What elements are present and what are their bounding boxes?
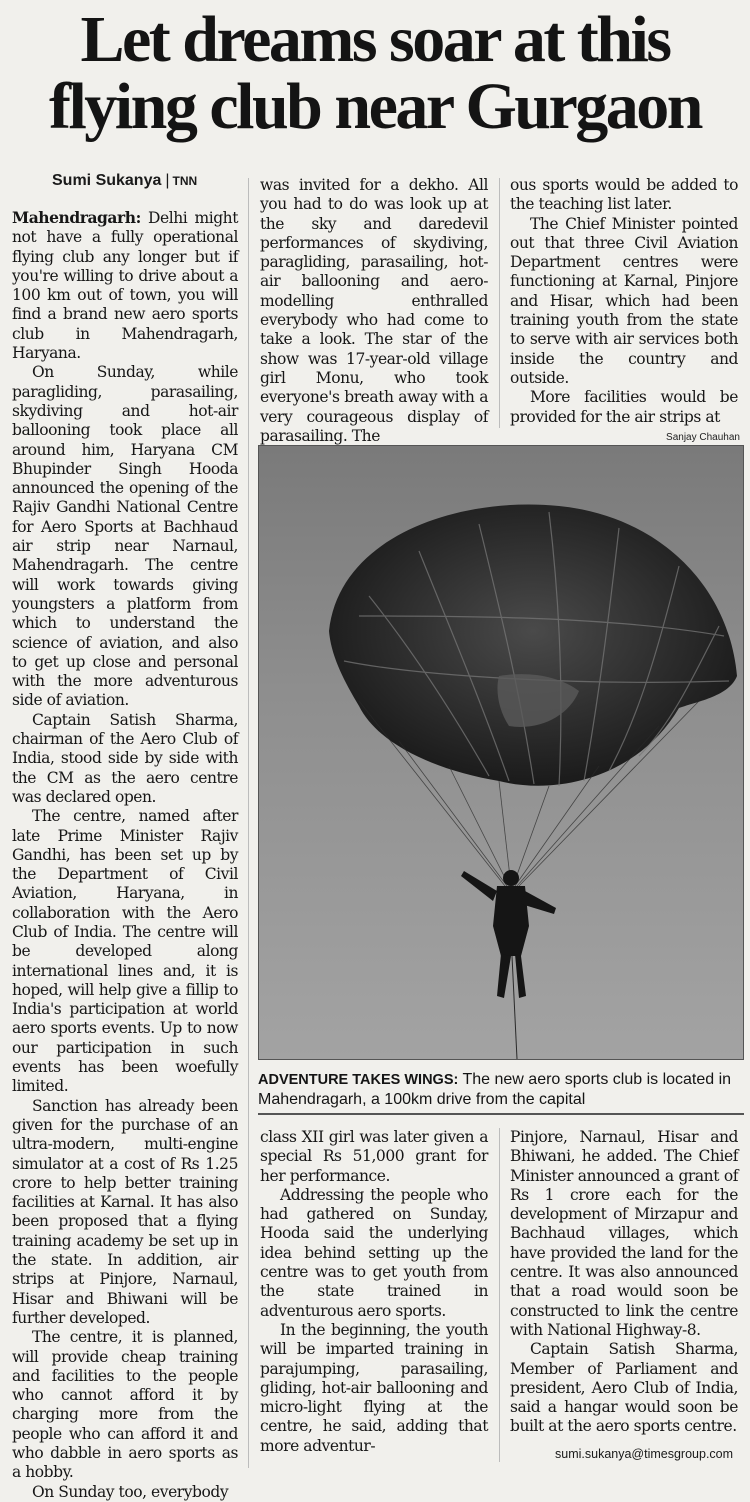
byline-agency: TNN [172, 174, 198, 188]
article-paragraph: class XII girl was later given a special Rs 51,000 grant for her performance. [260, 1128, 488, 1185]
caption-rule [258, 1113, 744, 1115]
article-column-2-bottom [260, 1128, 488, 1462]
caption-label: ADVENTURE TAKES WINGS: [258, 1072, 459, 1088]
column-rule [248, 178, 249, 1468]
article-paragraph: In the beginning, the youth will be imparted training in parajumping, parasailing, gliding, hot-air ballooning and micro-light flying at the centre, he said, adding that more adventur- [260, 1320, 488, 1455]
article-paragraph: On Sunday too, everybody [32, 1482, 229, 1501]
column-rule [499, 178, 500, 428]
photo-caption [258, 1070, 744, 1110]
parasailer-figure [461, 870, 556, 998]
article-paragraph: On Sunday, while paragliding, parasailing, skydiving and hot-air ballooning took place all around him, Haryana CM Bhupinder Singh Hooda announced the opening of the Rajiv Gandhi National Centre for Aero Sports at Bachhaud air strip near Narnaul, Mahendragarh. The centre will work towards giving youngsters a platform from which to understand the science of aviation, and also to get up close and personal with the more adventurous side of aviation. [12, 363, 238, 710]
byline [52, 172, 197, 190]
article-paragraph: Sanction has already been given for the purchase of an ultra-modern, multi-engine simulator at a cost of Rs 1.25 crore to help better training facilities at Karnal. It has also been proposed that a flying training academy be set up in the state. In addition, air strips at Pinjore, Narnaul, Hisar and Bhiwani will be further developed. [12, 1096, 238, 1327]
photo-parasail [258, 445, 744, 1060]
parasailer-illustration [259, 446, 743, 1059]
column-rule [499, 1128, 500, 1462]
article-paragraph: The centre, named after late Prime Minister Rajiv Gandhi, has been set up by the Department of Civil Aviation, Haryana, in collaboration with the Aero Club of India. The centre will be developed along international lines and, it is hoped, will help give a fillip to India's participation at world aero sports events. Up to now our participation in such events has been woefully limited. [12, 807, 238, 1096]
dateline: Mahendragarh: [12, 208, 141, 227]
author-email[interactable]: sumi.sukanya@timesgroup.com [555, 1447, 734, 1461]
article-paragraph: The centre, it is planned, will provide cheap training and facilities to the people who cannot afford it by charging more from the people who can afford it and who dabble in aero sports as a hobby. [12, 1328, 238, 1482]
caption-text: The new aero sports club is located in Mahendragarh, a 100km drive from the capital [258, 1071, 732, 1108]
article-column-3-top [510, 176, 738, 428]
article-paragraph: More facilities would be provided for the air strips at [510, 388, 738, 426]
headline [0, 3, 750, 143]
article-paragraph: The Chief Minister pointed out that three Civil Aviation Department centres were functioning at Karnal, Pinjore and Hisar, which had been training youth from the state to serve with air services both inside the country and outside. [510, 214, 738, 387]
article-paragraph: Captain Satish Sharma, chairman of the Aero Club of India, stood side by side with the CM as the aero centre was declared open. [12, 710, 238, 806]
article-paragraph: ous sports would be added to the teaching list later. [510, 176, 738, 214]
article-paragraph: Addressing the people who had gathered on Sunday, Hooda said the underlying idea behind setting up the centre was to get youth from the state trained in adventurous aero sports. [260, 1185, 488, 1320]
headline-line-1: Let dreams soar at this [80, 3, 670, 76]
article-paragraph: was invited for a dekho. All you had to do was look up at the sky and daredevil performances of skydiving, paragliding, parasailing, hot-air ballooning and aero-modelling enthralled everybody who had come to take a look. The star of the show was 17-year-old village girl Monu, who took everyone's breath away with a very courageous display of parasailing. The [260, 176, 488, 445]
photo-credit: Sanjay Chauhan [666, 432, 740, 443]
byline-author: Sumi Sukanya [52, 172, 162, 189]
article-column-3-bottom [510, 1128, 738, 1444]
article-paragraph: Mahendragarh: Delhi might not have a fully operational flying club any longer but if you're willing to drive about a 100 km out of town, you will find a brand new aero sports club in Mahendragarh, Haryana. [12, 208, 238, 363]
article-column-2-top [260, 176, 488, 445]
article-paragraph: Captain Satish Sharma, Member of Parliament and president, Aero Club of India, said a hangar would soon be built at the aero sports centre. [510, 1340, 738, 1436]
byline-separator: | [165, 172, 170, 189]
article-paragraph: Pinjore, Narnaul, Hisar and Bhiwani, he added. The Chief Minister announced a grant of Rs 1 crore each for the development of Mirzapur and Bachhaud villages, which have provided the land for the centre. It was also announced that a road would soon be constructed to link the centre with National Highway-8. [510, 1128, 738, 1339]
headline-line-2: flying club near Gurgaon [48, 70, 702, 143]
article-column-1 [12, 208, 238, 1501]
